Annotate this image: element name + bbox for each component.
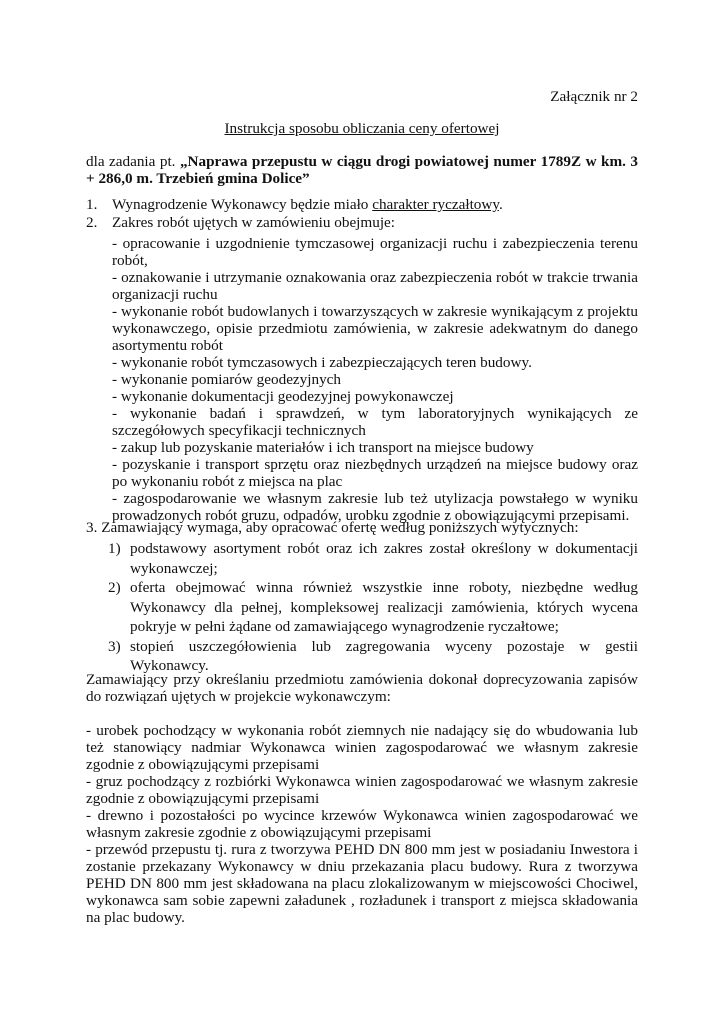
- section-1-text-before: Wynagrodzenie Wykonawcy będzie miało: [112, 196, 373, 213]
- materials-list: [86, 722, 638, 926]
- requirement-item: [108, 578, 638, 637]
- requirement-item: [108, 539, 638, 578]
- requirement-number: 2): [108, 579, 121, 596]
- scope-item: - pozyskanie i transport sprzętu oraz niezbędnych urządzeń na miejsce budowy oraz po wykonaniu robót z miejsca na plac: [112, 456, 638, 490]
- clarification-paragraph: Zamawiający przy określaniu przedmiotu zamówienia dokonał doprecyzowania zapisów do rozwiązań ujętych w projekcie wykonawczym:: [86, 671, 638, 705]
- scope-item: - wykonanie pomiarów geodezyjnych: [112, 371, 342, 388]
- requirement-text: oferta obejmować winna również wszystkie inne roboty, niezbędne według Wykonawcy dla pełnej, kompleksowej realizacji zamówienia, których wycena pokryje w pełni żądane od zamawiającego wynagrodzenie ryczałtowe;: [130, 579, 638, 635]
- scope-item: - zagospodarowanie we własnym zakresie lub też utylizacja powstałego w wyniku prowadzonych robót gruzu, odpadów, urobku zgodnie z obowiązującymi przepisami.: [112, 490, 638, 524]
- section-3-title: 3. Zamawiający wymaga, aby opracować ofertę według poniższych wytycznych:: [86, 519, 579, 536]
- document-title: Instrukcja sposobu obliczania ceny ofertowej: [224, 120, 500, 137]
- requirement-item: [108, 637, 638, 676]
- materials-item: - drewno i pozostałości po wycince krzewów Wykonawca winien zagospodarować we własnym zakresie zgodnie z obowiązującymi przepisami: [86, 807, 638, 841]
- requirement-number: 3): [108, 637, 121, 655]
- section-1-text: [112, 196, 503, 213]
- requirement-text: podstawowy asortyment robót oraz ich zakres został określony w dokumentacji wykonawczej;: [130, 540, 638, 577]
- section-1-text-after: .: [498, 196, 503, 213]
- task-description: [86, 153, 638, 187]
- task-name: „Naprawa przepustu w ciągu drogi powiatowej numer 1789Z w km. 3 + 286,0 m. Trzebień gmina Dolice”: [86, 153, 638, 187]
- section-2-number: 2.: [86, 214, 98, 231]
- scope-item: - wykonanie badań i sprawdzeń, w tym laboratoryjnych wynikających ze szczegółowych specyfikacji technicznych: [112, 405, 638, 439]
- scope-item: - wykonanie dokumentacji geodezyjnej powykonawczej: [112, 388, 454, 405]
- scope-item: - wykonanie robót budowlanych i towarzyszących w zakresie wynikającym z projektu wykonawczego, opisie przedmiotu zamówienia, w zakresie adekwatnym do danego asortymentu robót: [112, 303, 638, 354]
- scope-item: - zakup lub pozyskanie materiałów i ich transport na miejsce budowy: [112, 439, 534, 456]
- scope-item: - opracowanie i uzgodnienie tymczasowej organizacji ruchu i zabezpieczenia terenu robót,: [112, 235, 638, 269]
- scope-list: [112, 235, 638, 524]
- section-1-number: 1.: [86, 196, 98, 213]
- requirement-text: stopień uszczegółowienia lub zagregowania wyceny pozostaje w gestii Wykonawcy.: [130, 637, 638, 674]
- section-1-underlined: charakter ryczałtowy: [372, 196, 499, 213]
- scope-item: - wykonanie robót tymczasowych i zabezpieczających teren budowy.: [112, 354, 532, 371]
- section-2-text: Zakres robót ujętych w zamówieniu obejmuje:: [112, 214, 395, 231]
- requirement-number: 1): [108, 540, 121, 557]
- scope-item: - oznakowanie i utrzymanie oznakowania oraz zabezpieczenia robót w trakcie trwania organizacji ruchu: [112, 269, 638, 303]
- requirements-list: [108, 539, 638, 676]
- task-prefix: dla zadania pt.: [86, 153, 180, 170]
- attachment-label: Załącznik nr 2: [550, 88, 638, 105]
- materials-item: - urobek pochodzący w wykonania robót ziemnych nie nadający się do wbudowania lub też stanowiący nadmiar Wykonawca winien zagospodarować we własnym zakresie zgodnie z obowiązującymi przepisami: [86, 722, 638, 773]
- materials-item: - gruz pochodzący z rozbiórki Wykonawca winien zagospodarować we własnym zakresie zgodnie z obowiązującymi przepisami: [86, 773, 638, 807]
- materials-item: - przewód przepustu tj. rura z tworzywa PEHD DN 800 mm jest w posiadaniu Inwestora i zostanie przekazany Wykonawcy w dniu przekazania placu budowy. Rura z tworzywa PEHD DN 800 mm jest składowana na placu zlokalizowanym w miejscowości Chociwel, wykonawca sam sobie zapewni załadunek , rozładunek i transport z miejsca składowania na plac budowy.: [86, 841, 638, 926]
